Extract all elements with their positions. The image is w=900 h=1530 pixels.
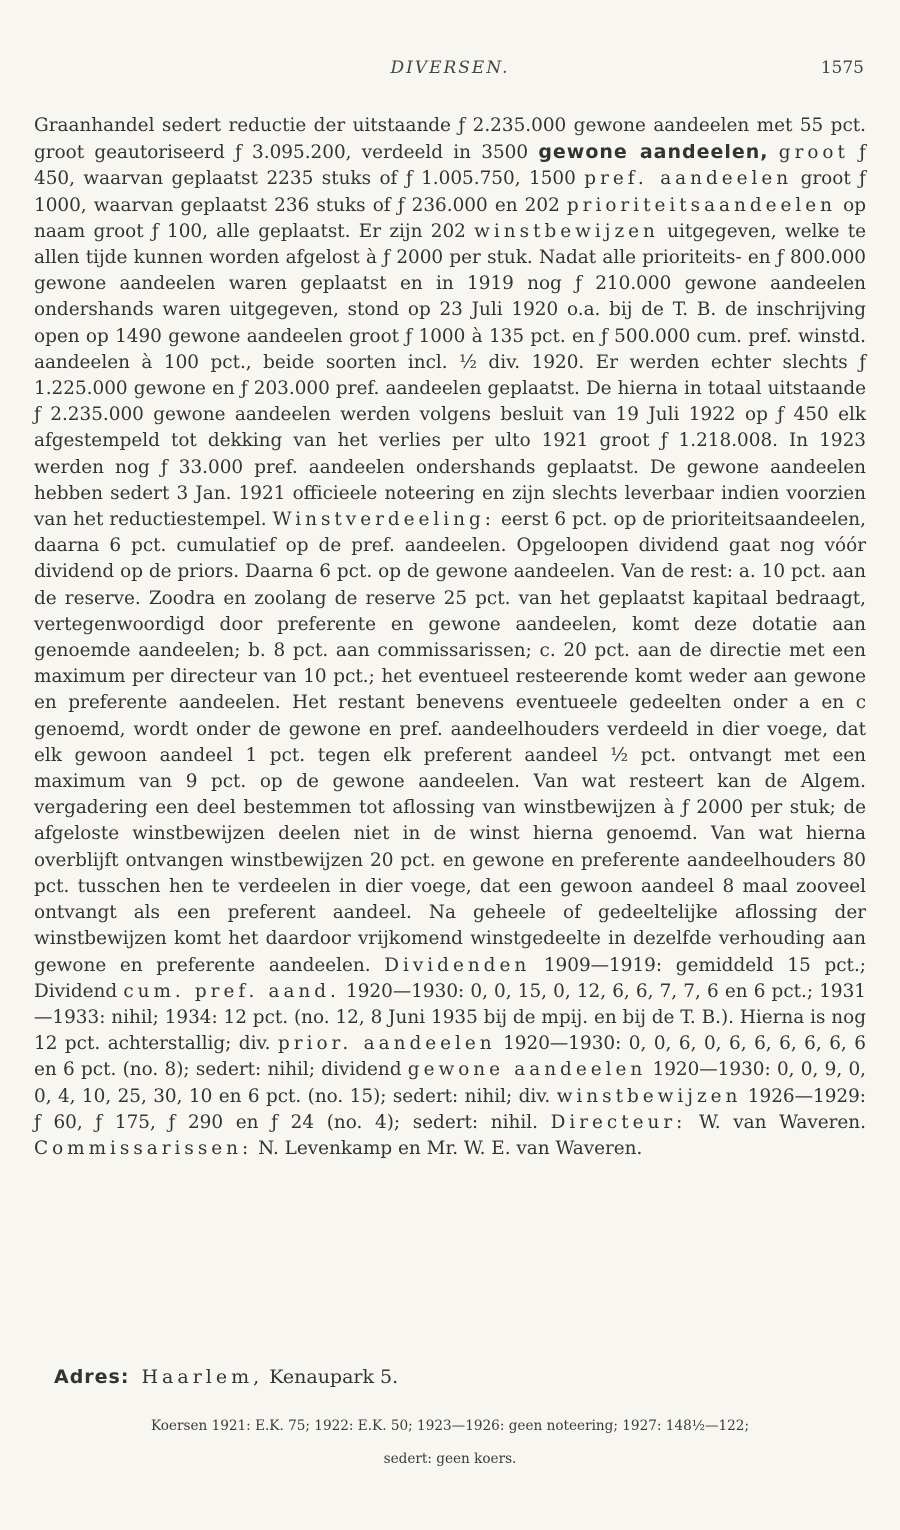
body-text-segment: 1926—1929: ƒ 60, ƒ 175, ƒ 290 en ƒ 24 (no. 4); sedert: nihil. <box>34 1085 866 1133</box>
running-title: DIVERSEN. <box>390 58 510 78</box>
spaced-emphasis: Dividenden <box>384 954 531 976</box>
body-text-segment: 1920—1930: 0, 0, 6, 0, 6, 6, 6, 6, 6, 6 en 6 pct. (no. 8); sedert: nihil; dividend <box>34 1033 866 1081</box>
spaced-emphasis: prior. aandeelen <box>278 1033 496 1055</box>
page-number: 1575 <box>820 58 864 78</box>
address-city: Haarlem, <box>141 1366 264 1388</box>
spaced-emphasis: groot <box>778 142 849 164</box>
address-label: Adres: <box>54 1366 130 1388</box>
bold-emphasis: gewone aandeelen, <box>538 141 769 164</box>
body-text-segment: eerst 6 pct. op de prioriteitsaandeelen, daarna 6 pct. cumulatief op de pref. aandeelen. Opgeloopen dividend gaat nog vóór dividend op de priors. Daarna 6 pct. op de gewone aandeelen. Van de rest: a. 10 pct. aan de reserve. Zoodra en zoolang de reserve 25 pct. van het geplaatst kapitaal bedraagt, vertegenwoordigd door preferente en gewone aandeelen, komt deze dotatie aan genoemde aandeelen; b. 8 pct. aan commissarissen; c. 20 pct. aan de directie met een maximum per directeur van 10 pct.; het eventueel resteerende komt weder aan gewone en preferente aandeelen. Het restant benevens eventueele gedeelten onder a en c genoemd, wordt onder de gewone en pref. aandeelhouders verdeeld in dier voege, dat elk gewoon aandeel 1 pct. tegen elk preferent aandeel ½ pct. ontvangt met een maximum van 9 pct. op de gewone aandeelen. Van wat resteert kan de Algem. vergadering een deel bestemmen tot aflossing van winstbewijzen à ƒ 2000 per stuk; de afgeloste winstbewijzen deelen niet in de winst hierna genoemd. Van wat hierna overblijft ontvangen winstbewijzen 20 pct. en gewone en preferente aandeelhouders 80 pct. tusschen hen te verdeelen in dier voege, dat een gewoon aandeel 8 maal zooveel ontvangt als een preferent aandeel. Na geheele of gedeeltelijke aflossing der winstbewijzen komt het daardoor vrijkomend winstgedeelte in dezelfde verhouding aan gewone en preferente aandeelen. <box>34 509 866 976</box>
spaced-emphasis: Winstverdeeling: <box>272 509 495 531</box>
spaced-emphasis: prioriteitsaandeelen <box>566 194 837 216</box>
body-text-segment: N. Levenkamp en Mr. W. E. van Waveren. <box>252 1137 643 1159</box>
body-text-segment: op naam groot ƒ 100, alle geplaatst. Er zijn 202 <box>34 194 866 242</box>
body-text-segment: 1920—1930: 0, 0, 9, 0, 0, 4, 10, 25, 30, 10 en 6 pct. (no. 15); sedert: nihil; div. <box>34 1059 867 1107</box>
company-description <box>34 113 866 1162</box>
spaced-emphasis: Commissarissen: <box>34 1137 253 1159</box>
price-quotes <box>34 1410 866 1476</box>
spaced-emphasis: winstbewijzen <box>556 1085 742 1107</box>
body-text-segment: Graanhandel sedert reductie der uitstaande ƒ 2.235.000 gewone aandeelen met 55 pct. groot geautoriseerd ƒ 3.095.200, verdeeld in 3500 <box>34 115 866 164</box>
spaced-emphasis: gewone aandeelen <box>407 1059 647 1081</box>
body-text-segment: W. van Waveren. <box>686 1111 866 1133</box>
spaced-emphasis: cum. pref. aand. <box>123 980 340 1002</box>
address-line <box>54 1366 398 1388</box>
body-text-segment: groot ƒ 1000, waarvan geplaatst 236 stuks of ƒ 236.000 en 202 <box>34 168 866 216</box>
page-header <box>0 58 900 86</box>
body-text-segment: 1909—1919: gemiddeld 15 pct.; Dividend <box>34 954 866 1002</box>
quotes-line-2: sedert: geen koers. <box>383 1451 517 1467</box>
body-text-segment: 1920—1930: 0, 0, 15, 0, 12, 6, 6, 7, 7, 6 en 6 pct.; 1931—1933: nihil; 1934: 12 pct. (no. 12, 8 Juni 1935 bij de mpij. en bij de T. B.). Hierna is nog 12 pct. achterstallig; div. <box>34 980 866 1055</box>
spaced-emphasis: Directeur: <box>550 1111 687 1133</box>
spaced-emphasis: pref. aandeelen <box>584 168 793 190</box>
quotes-line-1: Koersen 1921: E.K. 75; 1922: E.K. 50; 1923—1926: geen noteering; 1927: 148½—122; <box>150 1418 750 1434</box>
body-text-segment: ƒ 450, waarvan geplaatst 2235 stuks of ƒ 1.005.750, 1500 <box>34 142 866 190</box>
address-street: Kenaupark 5. <box>269 1366 399 1388</box>
spaced-emphasis: winstbewijzen <box>474 220 659 242</box>
body-text-segment: uitgegeven, welke te allen tijde kunnen worden afgelost à ƒ 2000 per stuk. Nadat alle prioriteits- en ƒ 800.000 gewone aandeelen waren geplaatst en in 1919 nog ƒ 210.000 gewone aandeelen ondershands waren uitgegeven, stond op 23 Juli 1920 o.a. bij de T. B. de inschrijving open op 1490 gewone aandeelen groot ƒ 1000 à 135 pct. en ƒ 500.000 cum. pref. winstd. aandeelen à 100 pct., beide soorten incl. ½ div. 1920. Er werden echter slechts ƒ 1.225.000 gewone en ƒ 203.000 pref. aandeelen geplaatst. De hierna in totaal uitstaande ƒ 2.235.000 gewone aandeelen werden volgens besluit van 19 Juli 1922 op ƒ 450 elk afgestempeld tot dekking van het verlies per ulto 1921 groot ƒ 1.218.008. In 1923 werden nog ƒ 33.000 pref. aandeelen ondershands geplaatst. De gewone aandeelen hebben sedert 3 Jan. 1921 officieele noteering en zijn slechts leverbaar indien voorzien van het reductiestempel. <box>34 220 866 531</box>
